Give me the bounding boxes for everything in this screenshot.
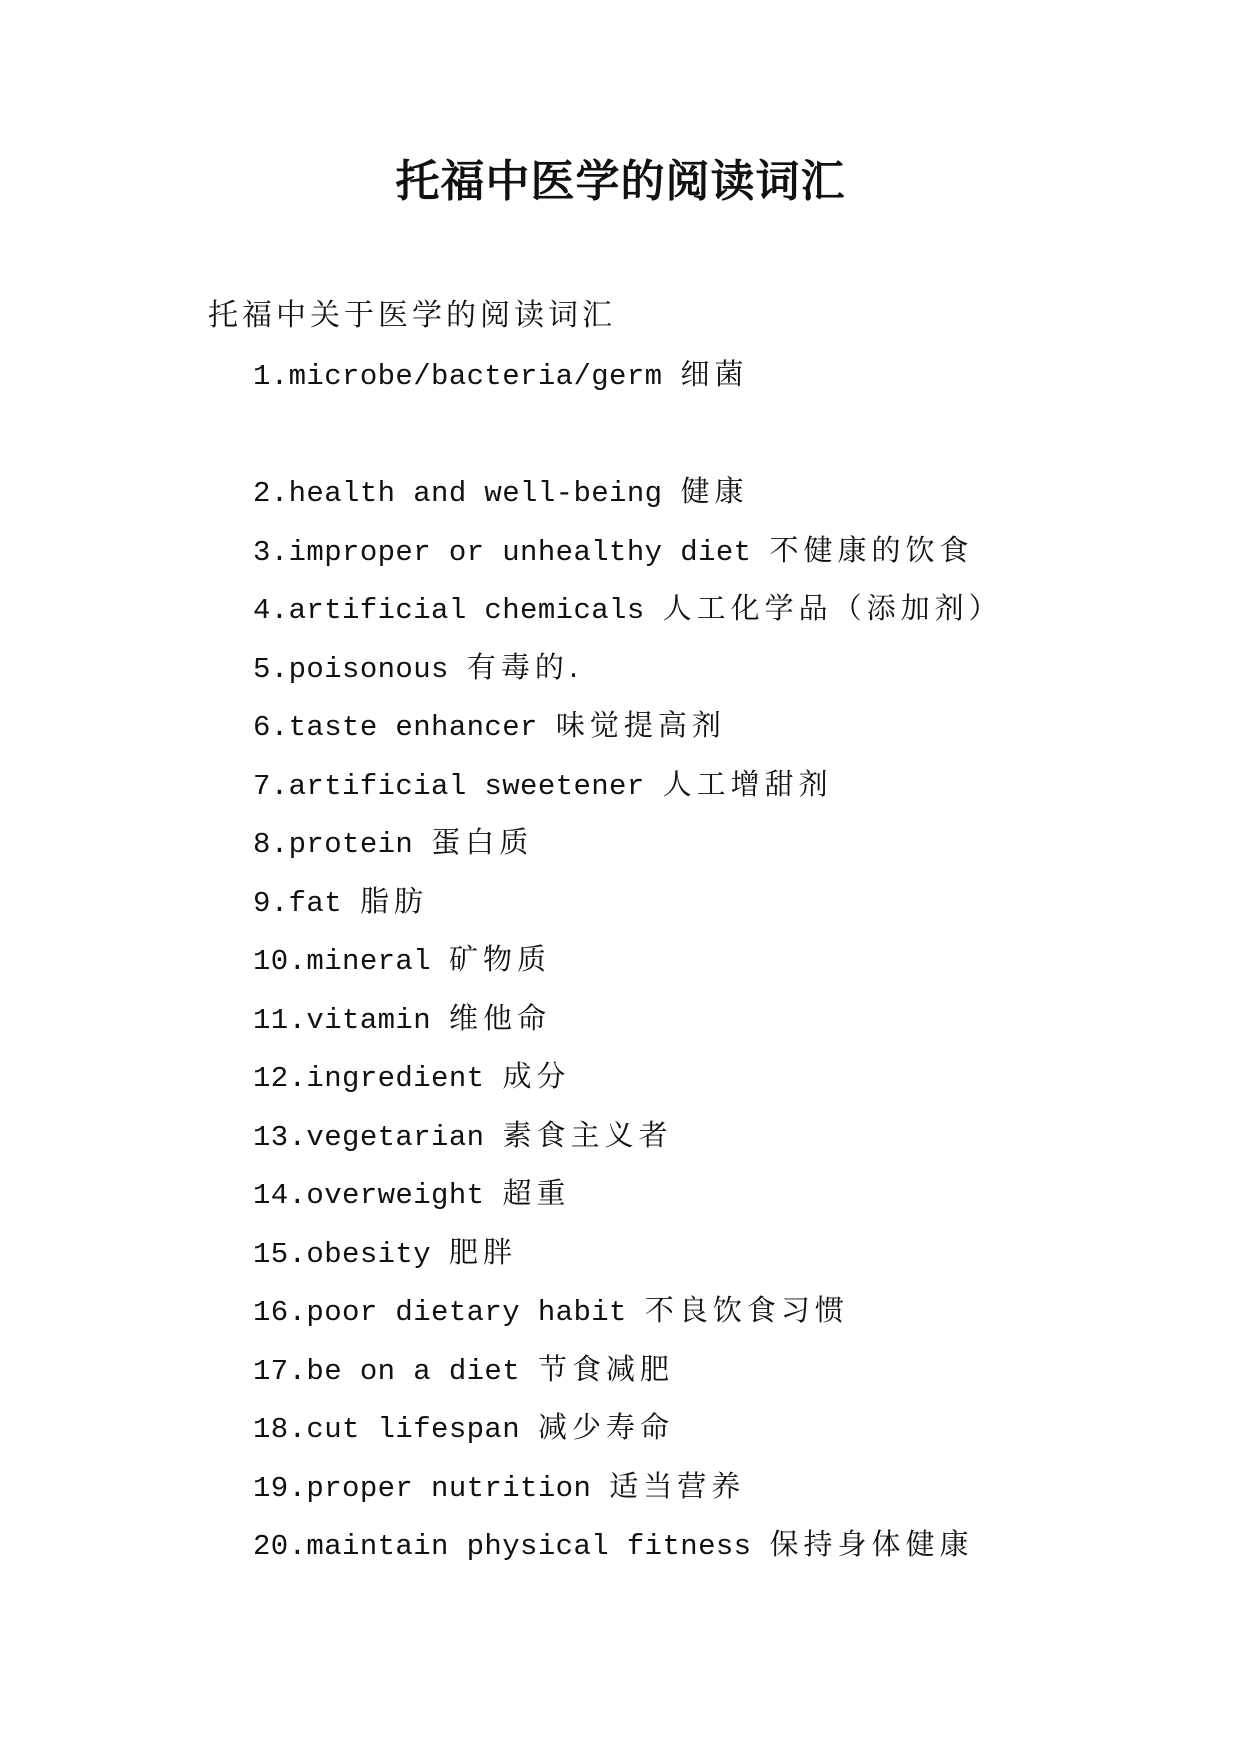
vocab-term: 8.protein (253, 828, 414, 861)
vocab-meaning: 成分 (502, 1059, 571, 1093)
vocab-item (253, 1173, 1003, 1232)
vocab-meaning: 不健康的饮食 (769, 532, 974, 567)
vocab-item (253, 1232, 1003, 1291)
vocab-item (253, 1115, 1003, 1174)
vocab-item (253, 471, 1003, 530)
vocab-term: 3.improper or unhealthy diet (253, 535, 752, 569)
vocab-term: 10.mineral (253, 945, 432, 978)
vocab-meaning: 蛋白质 (431, 825, 534, 859)
vocab-term: 2.health and well-being (253, 477, 663, 510)
vocab-item (253, 881, 1003, 940)
vocab-meaning: 细菌 (680, 357, 749, 391)
vocab-meaning: 肥胖 (449, 1234, 518, 1269)
vocab-term: 6.taste enhancer (253, 711, 538, 744)
document-title: 托福中医学的阅读词汇 (395, 156, 846, 207)
vocab-item (253, 1056, 1003, 1115)
vocab-meaning: 维他命 (449, 1000, 552, 1035)
vocab-term: 14.overweight (253, 1179, 485, 1212)
vocab-item (253, 705, 1003, 764)
vocab-term: 11.vitamin (253, 1003, 432, 1037)
document-subtitle: 托福中关于医学的阅读词汇 (208, 298, 616, 333)
vocab-item (253, 822, 1003, 881)
vocab-term: 5.poisonous (253, 652, 449, 686)
vocab-item (253, 764, 1003, 823)
vocab-item (253, 588, 1003, 647)
vocab-term: 17.be on a diet (253, 1354, 521, 1388)
vocab-term: 15.obesity (253, 1237, 432, 1271)
vocab-meaning: 节食减肥 (538, 1351, 675, 1386)
vocabulary-list (253, 354, 1003, 1583)
vocab-term: 16.poor dietary habit (253, 1296, 627, 1329)
vocab-meaning: 减少寿命 (538, 1410, 675, 1444)
vocab-meaning: 超重 (502, 1176, 571, 1210)
vocab-meaning: 人工化学品（添加剂） (662, 591, 1003, 625)
vocab-item (253, 1290, 1003, 1349)
vocab-item (253, 939, 1003, 998)
vocab-meaning: 有毒的. (466, 649, 584, 684)
vocab-meaning: 健康 (680, 474, 749, 508)
vocab-item (253, 1524, 1003, 1583)
vocab-item (253, 1349, 1003, 1408)
vocab-item (253, 354, 1003, 471)
vocab-term: 20.maintain physical fitness (253, 1530, 752, 1563)
vocab-meaning: 味觉提高剂 (555, 708, 726, 742)
vocab-meaning: 矿物质 (449, 942, 552, 976)
vocab-item (253, 1407, 1003, 1466)
vocab-term: 4.artificial chemicals (253, 594, 645, 627)
vocab-item (253, 1466, 1003, 1525)
vocab-meaning: 素食主义者 (502, 1117, 673, 1152)
vocab-meaning: 脂肪 (360, 883, 429, 918)
vocab-term: 13.vegetarian (253, 1120, 485, 1154)
vocab-meaning: 人工增甜剂 (662, 766, 833, 801)
vocab-item (253, 530, 1003, 589)
vocab-term: 19.proper nutrition (253, 1471, 592, 1505)
vocab-term: 12.ingredient (253, 1062, 485, 1095)
vocab-meaning: 保持身体健康 (769, 1527, 974, 1561)
vocab-term: 7.artificial sweetener (253, 769, 645, 803)
vocab-item (253, 998, 1003, 1057)
vocab-item (253, 647, 1003, 706)
vocab-meaning: 适当营养 (609, 1468, 746, 1503)
vocab-meaning: 不良饮食习惯 (644, 1293, 849, 1327)
vocab-term: 9.fat (253, 886, 343, 920)
vocab-term: 18.cut lifespan (253, 1413, 521, 1446)
vocab-term: 1.microbe/bacteria/germ (253, 360, 663, 393)
